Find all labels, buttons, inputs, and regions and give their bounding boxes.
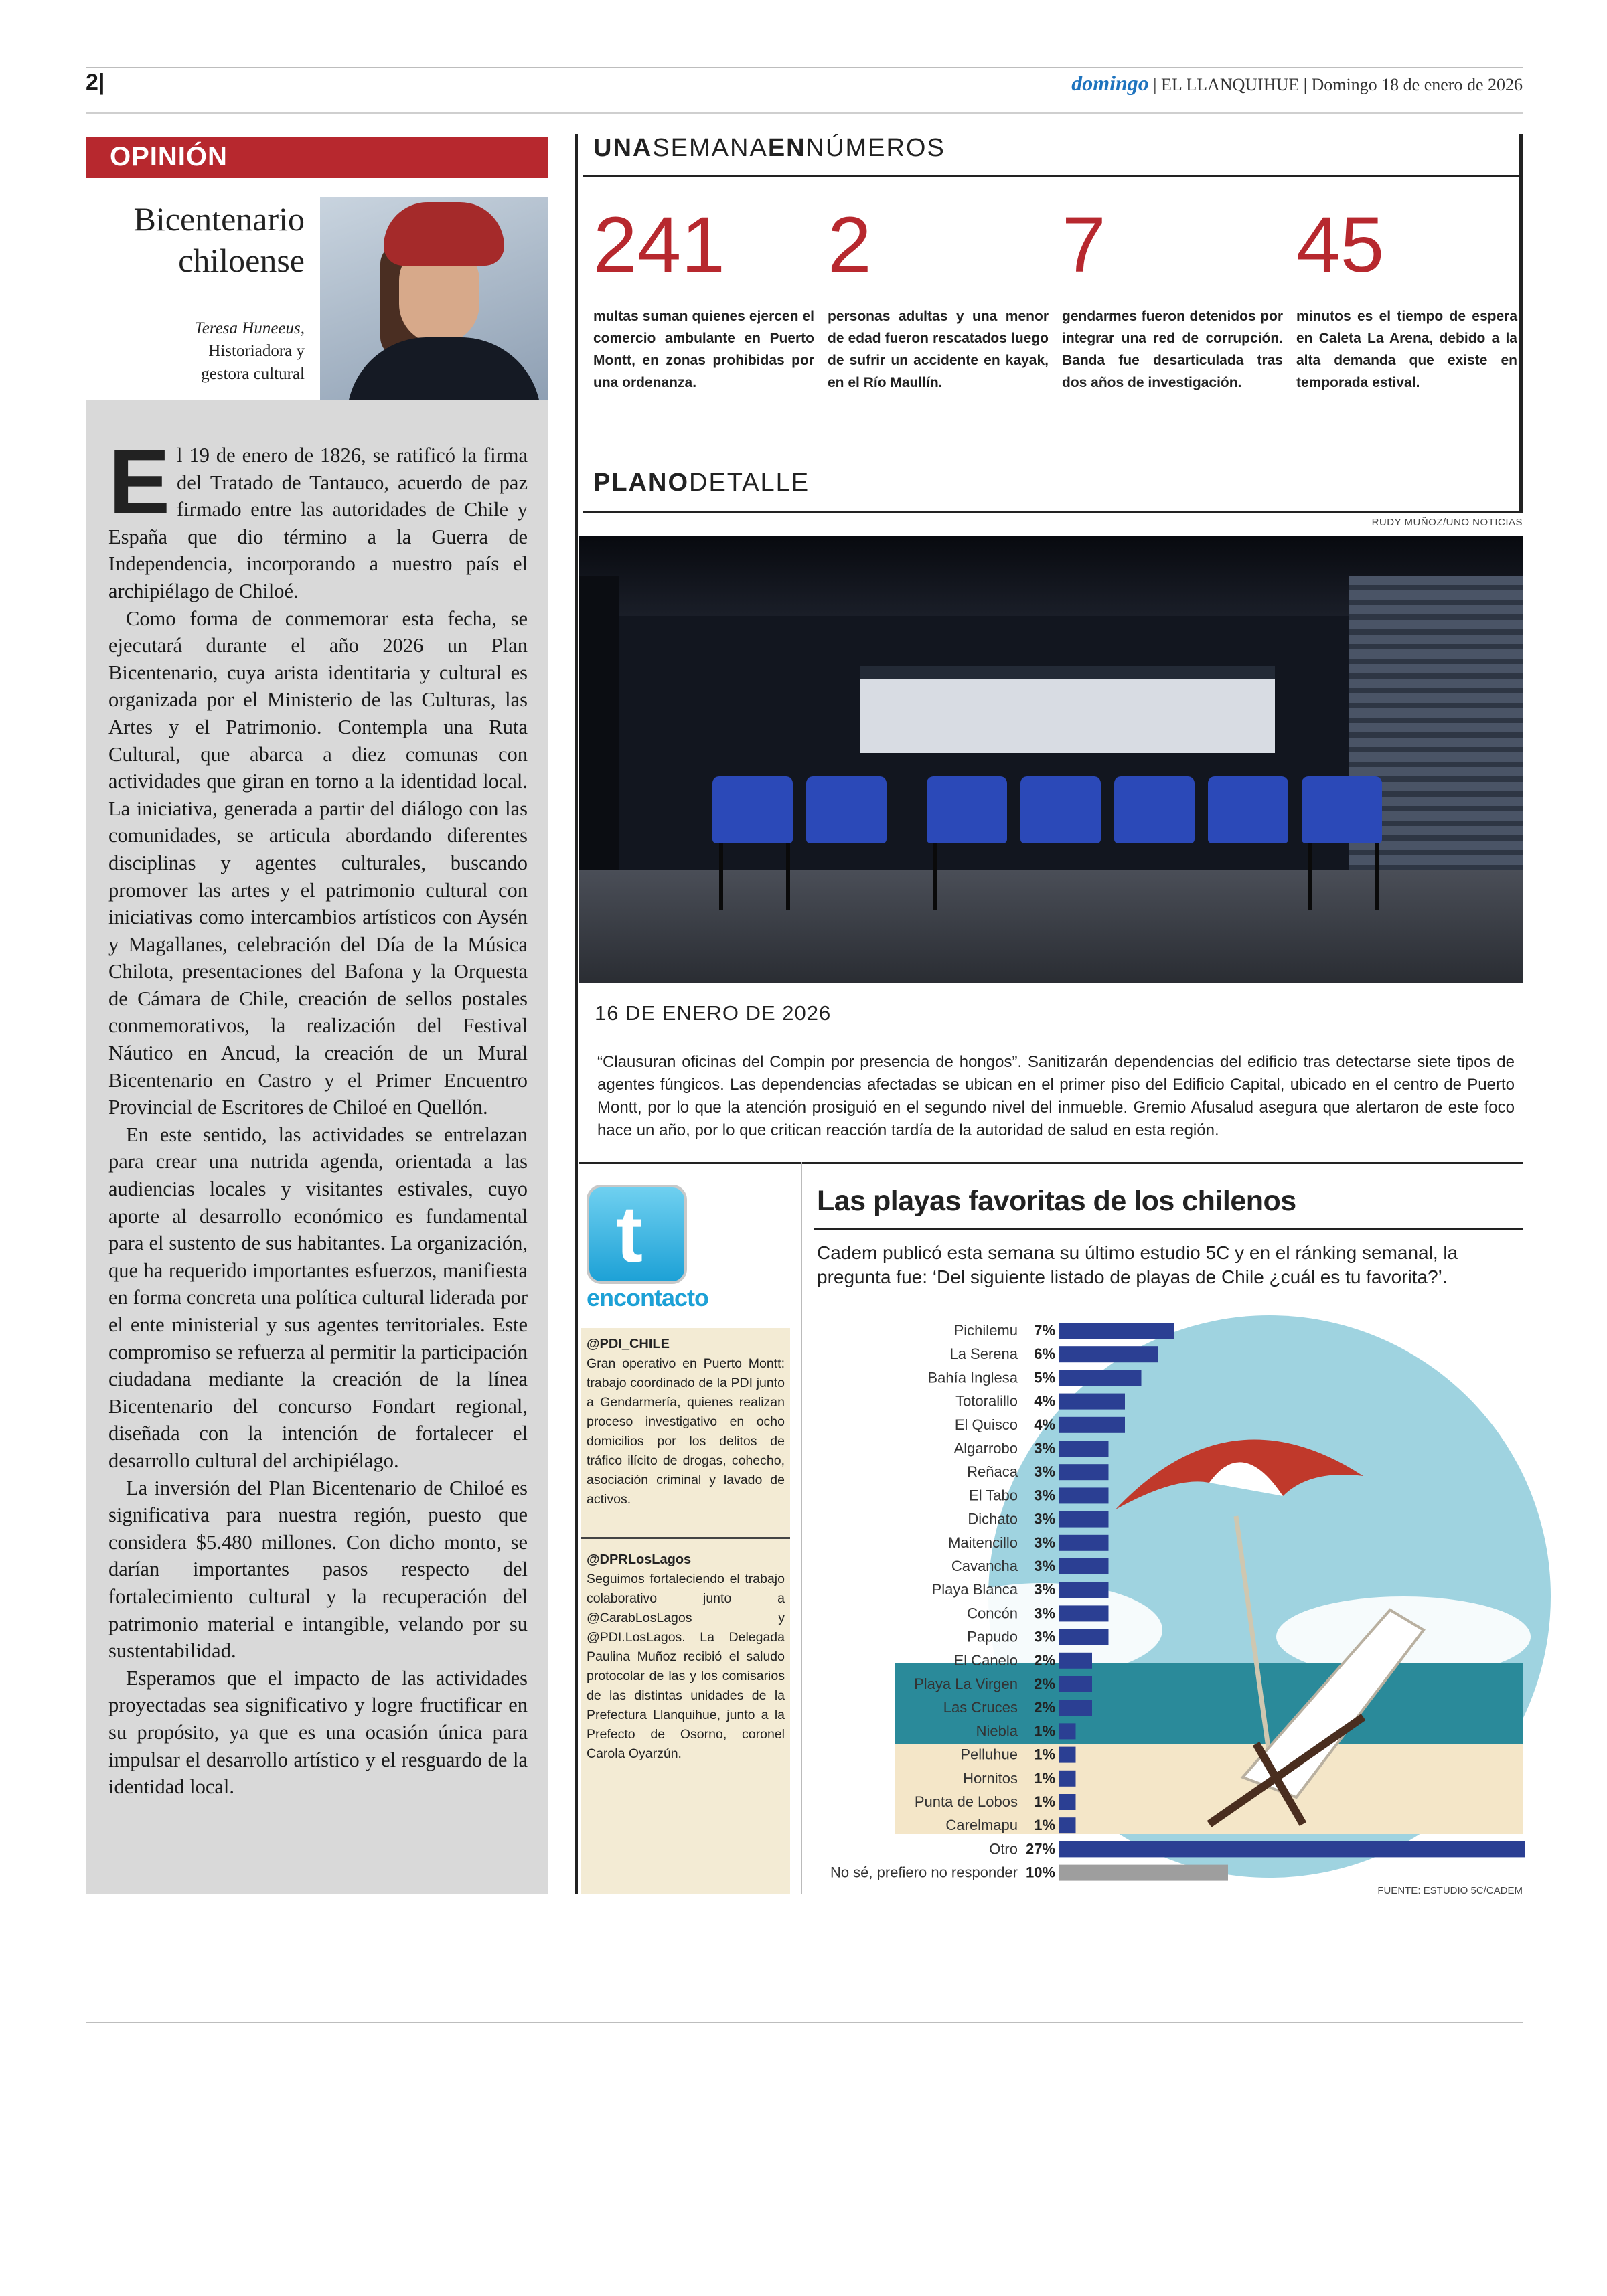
chart-category-label: Concón [967, 1605, 1018, 1622]
portrait-hat [384, 202, 504, 266]
chart-value-label: 2% [1034, 1675, 1055, 1692]
chart-bar [1059, 1582, 1109, 1598]
chart-bar [1059, 1323, 1174, 1339]
chart-bar [1059, 1723, 1076, 1739]
chart-bar [1059, 1653, 1092, 1669]
chart-value-label: 6% [1034, 1345, 1055, 1363]
photo-chair-leg [1308, 843, 1312, 910]
photo-chair-leg [719, 843, 723, 910]
encontacto-label: encontacto [587, 1284, 709, 1311]
stat-item [1062, 201, 1283, 394]
chart-title-rule [814, 1228, 1523, 1230]
masthead [1071, 71, 1523, 96]
chart-value-label: 1% [1034, 1769, 1055, 1787]
chart-bar [1059, 1441, 1109, 1457]
chart-category-label: Hornitos [963, 1769, 1018, 1787]
chart-category-label: Algarrobo [953, 1440, 1018, 1457]
opinion-paragraph: Esperamos que el impacto de las actividades proyectadas sea significativo y logre fructificar en su propósito, ya que es una ocasión única para impulsar el desarrollo artístico y el resguardo de la identidad local. [108, 1666, 528, 1799]
photo-date: 16 DE ENERO DE 2026 [595, 1001, 832, 1025]
stat-value: 7 [1062, 201, 1106, 289]
news-photo [579, 536, 1523, 983]
chart-value-label: 10% [1025, 1864, 1055, 1881]
chart-category-label: Papudo [967, 1628, 1018, 1645]
chart-value-label: 3% [1034, 1510, 1055, 1528]
stat-text: multas suman quienes ejercen el comercio ambulante en Puerto Montt, en zonas prohibidas por una ordenanza. [593, 309, 814, 390]
chart-category-label: Dichato [968, 1510, 1018, 1528]
masthead-date: Domingo 18 de enero de 2026 [1311, 75, 1523, 94]
chart-bar [1059, 1346, 1158, 1362]
photo-chair [1114, 776, 1195, 843]
tweets-divider [581, 1537, 790, 1539]
chart-category-label: Bahía Inglesa [927, 1369, 1018, 1386]
chart-bar [1059, 1700, 1092, 1716]
chart-value-label: 27% [1025, 1840, 1055, 1858]
chart-bar [1059, 1629, 1109, 1645]
chart-bar [1059, 1841, 1525, 1857]
chart-bar [1059, 1676, 1092, 1692]
chart-bar [1059, 1370, 1142, 1386]
chart-value-label: 3% [1034, 1534, 1055, 1551]
chart-value-label: 3% [1034, 1558, 1055, 1574]
chart-bar [1059, 1771, 1076, 1787]
opinion-title [100, 198, 305, 281]
photo-chair [927, 776, 1007, 843]
opinion-paragraph: El 19 de enero de 1826, se ratificó la firma del Tratado de Tantauco, acuerdo de paz firmado entre las autoridades de Chile y España que dio término a la Guerra de Independencia, incorporando a nuestro país el archipiélago de Chiloé. [108, 430, 528, 602]
stat-value: 45 [1296, 201, 1385, 289]
author-portrait [320, 197, 548, 400]
masthead-brand: domingo [1071, 71, 1149, 95]
opinion-author [134, 317, 305, 386]
chart-category-label: Playa La Virgen [914, 1675, 1018, 1692]
chart-category-label: Totoralillo [955, 1392, 1018, 1410]
chart-source: FUENTE: ESTUDIO 5C/CADEM [1377, 1885, 1523, 1896]
chart-bar [1059, 1464, 1109, 1480]
photo-caption: “Clausuran oficinas del Compin por presencia de hongos”. Sanitizarán dependencias del edificio tras detectarse siete tipos de agentes fúngicos. Las dependencias afectadas se ubican en el primer piso del Edificio Capital, ubicado en el centro de Puerto Montt, por lo que la atención prosiguió en el segundo nivel del inmueble. Gremio Afusalud asegura que alertaron de este foco hace un año, por lo que critican reacción tardía de la autoridad de salud en esta región. [597, 1053, 1515, 1139]
photo-chair [1302, 776, 1382, 843]
chart-category-label: El Tabo [969, 1487, 1018, 1504]
chart-category-label: El Canelo [953, 1651, 1018, 1669]
opinion-section-tag: OPINIÓN [86, 137, 548, 178]
chart-category-label: Playa Blanca [931, 1581, 1018, 1598]
tweet [587, 1335, 785, 1509]
stat-item [593, 201, 814, 394]
stat-item [828, 201, 1049, 394]
photo-credit: RUDY MUÑOZ/UNO NOTICIAS [1371, 517, 1523, 528]
chart-value-label: 3% [1034, 1628, 1055, 1645]
chart-category-label: Maitencillo [948, 1534, 1018, 1551]
chart-bar [1059, 1417, 1125, 1433]
stat-text: personas adultas y una menor de edad fueron rescatados luego de sufrir un accidente en kayak, en el Río Maullín. [828, 309, 1049, 390]
chart-value-label: 7% [1034, 1322, 1055, 1339]
stat-text: minutos es el tiempo de espera en Caleta La Arena, debido a la alta demanda que existe en temporada estival. [1296, 309, 1517, 390]
chart-bar [1059, 1865, 1228, 1881]
chart-value-label: 2% [1034, 1651, 1055, 1669]
masthead-newspaper: | EL LLANQUIHUE | [1153, 75, 1307, 94]
numbers-heading-rule [583, 175, 1523, 177]
chart-bar [1059, 1535, 1109, 1551]
photo-chair [1208, 776, 1288, 843]
stat-text: gendarmes fueron detenidos por integrar una red de corrupción. Banda fue desarticulada tras dos años de investigación. [1062, 309, 1283, 390]
chart-bar [1059, 1558, 1109, 1574]
stat-value: 241 [593, 201, 725, 289]
opinion-body [108, 430, 528, 1801]
tweet-text: Seguimos fortaleciendo el trabajo colaborativo junto a @CarabLosLagos y @PDI.LosLagos. La Delegada Paulina Muñoz recibió el saludo protocolar de las y los comisarios de las distintas unidades de la Prefectura Llanquihue, junto a la Prefecto de Osorno, coronel Carola Oyarzún. [587, 1572, 785, 1761]
photo-chair-leg [1375, 843, 1379, 910]
top-rule [86, 67, 1523, 68]
chart-value-label: 2% [1034, 1699, 1055, 1716]
author-role-line1: Historiadora y [208, 342, 305, 360]
plano-heading: PLANODETALLE [593, 469, 810, 497]
stat-item [1296, 201, 1517, 394]
tweet-handle[interactable]: @DPRLosLagos [587, 1552, 692, 1567]
section-rule [579, 1162, 1523, 1164]
chart-bar [1059, 1605, 1109, 1621]
chart-category-label: No sé, prefiero no responder [830, 1864, 1018, 1881]
chart-value-label: 3% [1034, 1605, 1055, 1622]
chart-category-label: Pelluhue [960, 1746, 1018, 1763]
stat-value: 2 [828, 201, 872, 289]
numbers-heading: UNASEMANAENNÚMEROS [593, 134, 945, 162]
chart-bar [1059, 1487, 1109, 1503]
tweet-text: Gran operativo en Puerto Montt: trabajo coordinado de la PDI junto a Gendarmería, quienes realizan proceso investigativo en ocho domicilios por los delitos de tráfico ilícito de drogas, cohecho, asociación criminal y lavado de activos. [587, 1356, 785, 1507]
chart-subtitle: Cadem publicó esta semana su último estudio 5C y en el ránking semanal, la pregunta fue: ‘Del siguiente listado de playas de Chile ¿cuál es tu favorita?’. [817, 1242, 1458, 1287]
chart-value-label: 4% [1034, 1392, 1055, 1410]
twitter-icon: t [587, 1185, 687, 1284]
author-name: Teresa Huneeus, [194, 319, 305, 337]
tweet-handle[interactable]: @PDI_CHILE [587, 1337, 670, 1351]
chart-title: Las playas favoritas de los chilenos [817, 1185, 1296, 1217]
photo-chair [806, 776, 887, 843]
bar-chart [801, 1311, 1524, 1881]
photo-counter [860, 679, 1275, 753]
header-rule [86, 112, 1523, 114]
plano-heading-rule [583, 511, 1523, 513]
chart-bar [1059, 1794, 1076, 1810]
chart-bar [1059, 1394, 1125, 1410]
photo-chair [712, 776, 793, 843]
chart-category-label: Punta de Lobos [914, 1793, 1018, 1810]
chart-value-label: 3% [1034, 1463, 1055, 1481]
chart-category-label: Reñaca [967, 1463, 1018, 1481]
chart-value-label: 1% [1034, 1746, 1055, 1763]
page-number: 2| [86, 70, 105, 95]
opinion-title-line1: Bicentenario [133, 200, 305, 238]
chart-category-label: Pichilemu [953, 1322, 1018, 1339]
opinion-paragraph: Como forma de conmemorar esta fecha, se ejecutará durante el año 2026 un Plan Bicentenario, cuya arista identitaria y cultural es organizada por el Ministerio de las Culturas, las Artes y el Patrimonio. Contempla una Ruta Cultural, que abarca a diez comunas con actividades que giran en torno a la identidad local. La iniciativa, generada a partir del diálogo con las comunidades, se articula abordando diferentes disciplinas y agentes culturales, buscando promover las artes y el patrimonio cultural con iniciativas como intercambios artísticos con Aysén y Magallanes, celebración del Día de la Música Chilota, presentaciones del Bafona y la Orquesta de Cámara de Chile, creación de sellos postales conmemorativos, la realización del Festival Náutico en Ancud, la creación de un Mural Bicentenario en Castro y el Primer Encuentro Provincial de Escritores de Chiloé en Quellón. [108, 606, 528, 1119]
chart-value-label: 3% [1034, 1581, 1055, 1598]
chart-category-label: Cavancha [951, 1558, 1018, 1574]
chart-value-label: 1% [1034, 1817, 1055, 1834]
chart-category-label: Niebla [976, 1722, 1018, 1740]
chart-value-label: 5% [1034, 1369, 1055, 1386]
opinion-paragraph: En este sentido, las actividades se entrelazan para crear una nutrida agenda, orientada a las audiencias locales y visitantes estivales, cuyo aporte al desarrollo económico es fundamental para el sustento de sus habitantes. La organización, que ha requerido importantes esfuerzos, manifiesta en forma concreta una política cultural liderada por el ente ministerial y sus agentes territoriales. Este compromiso se refuerza al permitir la participación ciudadana mediante la creación de la línea Bicentenario del concurso Fondart regional, diseñada con la intención de fortalecer el desarrollo cultural del archipiélago. [108, 1123, 528, 1472]
chart-bar [1059, 1817, 1076, 1833]
bottom-rule [86, 2022, 1523, 2023]
chart-value-label: 3% [1034, 1440, 1055, 1457]
opinion-paragraph: La inversión del Plan Bicentenario de Chiloé es significativa para nuestra región, puesto que considera $5.480 millones. Con dicho monto, se darían importantes pasos respecto del fortalecimiento cultural y la recuperación del patrimonio material e intangible, velando por su sustentabilidad. [108, 1476, 528, 1663]
chart-category-label: Otro [989, 1840, 1018, 1858]
author-role-line2: gestora cultural [201, 365, 305, 383]
chart-bar [1059, 1511, 1109, 1528]
chart-value-label: 1% [1034, 1793, 1055, 1810]
chart-category-label: La Serena [949, 1345, 1018, 1363]
drop-cap: E [108, 430, 171, 534]
chart-category-label: Las Cruces [943, 1699, 1018, 1716]
photo-chair [1020, 776, 1101, 843]
chart-value-label: 4% [1034, 1416, 1055, 1433]
chart-category-label: Carelmapu [945, 1817, 1018, 1834]
chart-category-label: El Quisco [954, 1416, 1018, 1433]
chart-value-label: 3% [1034, 1487, 1055, 1504]
photo-chair-leg [786, 843, 790, 910]
chart-bar [1059, 1747, 1076, 1763]
chart-value-label: 1% [1034, 1722, 1055, 1740]
tweet [587, 1550, 785, 1764]
photo-chair-leg [933, 843, 937, 910]
opinion-title-line2: chiloense [178, 242, 305, 279]
